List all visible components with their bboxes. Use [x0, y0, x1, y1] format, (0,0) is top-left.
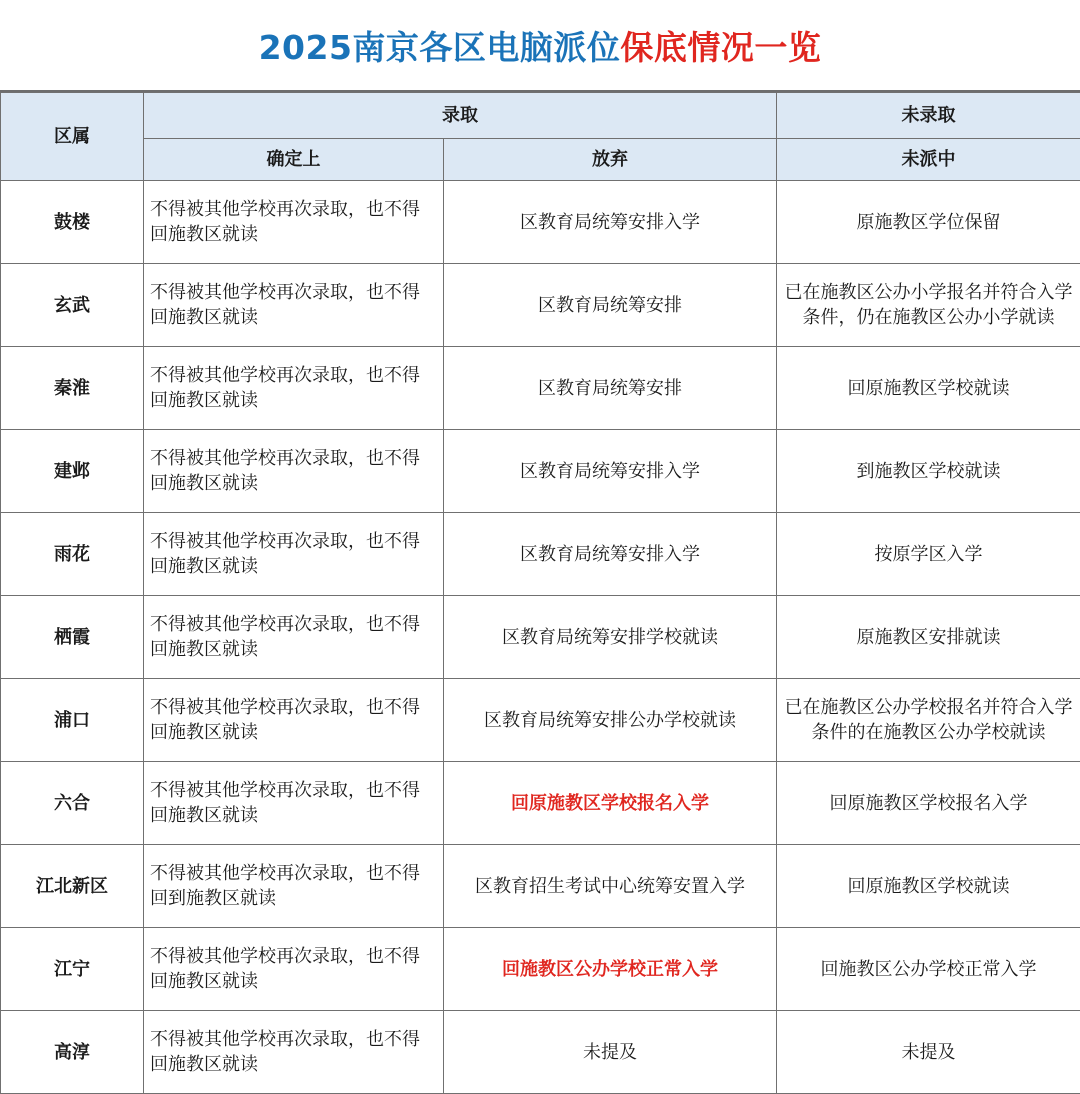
- confirmed-cell: 不得被其他学校再次录取，也不得回施教区就读: [144, 181, 444, 264]
- not-drawn-cell: 按原学区入学: [777, 513, 1080, 596]
- title-blue-part: 2025南京各区电脑派位: [259, 28, 621, 67]
- give-up-cell: 回施教区公办学校正常入学: [444, 928, 777, 1011]
- header-district: 区属: [1, 93, 144, 181]
- not-drawn-cell: 回施教区公办学校正常入学: [777, 928, 1080, 1011]
- district-cell: 玄武: [1, 264, 144, 347]
- give-up-cell: 区教育局统筹安排: [444, 264, 777, 347]
- table-row: [1, 928, 1080, 1011]
- district-cell: 雨花: [1, 513, 144, 596]
- header-not-drawn: 未派中: [777, 139, 1080, 181]
- district-cell: 江宁: [1, 928, 144, 1011]
- give-up-cell: 区教育局统筹安排: [444, 347, 777, 430]
- not-drawn-cell: 已在施教区公办学校报名并符合入学条件的在施教区公办学校就读: [777, 679, 1080, 762]
- not-drawn-cell: 回原施教区学校报名入学: [777, 762, 1080, 845]
- header-admitted: 录取: [144, 93, 777, 139]
- confirmed-cell: 不得被其他学校再次录取，也不得回施教区就读: [144, 596, 444, 679]
- confirmed-cell: 不得被其他学校再次录取，也不得回施教区就读: [144, 430, 444, 513]
- title-red-part: 保底情况一览: [620, 28, 821, 67]
- header-not-admitted: 未录取: [777, 93, 1080, 139]
- table-row: [1, 596, 1080, 679]
- district-policy-table: [0, 92, 1080, 1094]
- district-cell: 六合: [1, 762, 144, 845]
- confirmed-cell: 不得被其他学校再次录取，也不得回到施教区就读: [144, 845, 444, 928]
- district-cell: 秦淮: [1, 347, 144, 430]
- not-drawn-cell: 原施教区学位保留: [777, 181, 1080, 264]
- table-row: [1, 679, 1080, 762]
- not-drawn-cell: 未提及: [777, 1011, 1080, 1094]
- not-drawn-cell: 到施教区学校就读: [777, 430, 1080, 513]
- district-cell: 江北新区: [1, 845, 144, 928]
- confirmed-cell: 不得被其他学校再次录取，也不得回施教区就读: [144, 513, 444, 596]
- confirmed-cell: 不得被其他学校再次录取，也不得回施教区就读: [144, 1011, 444, 1094]
- confirmed-cell: 不得被其他学校再次录取，也不得回施教区就读: [144, 679, 444, 762]
- table-row: [1, 845, 1080, 928]
- give-up-cell: 未提及: [444, 1011, 777, 1094]
- district-cell: 浦口: [1, 679, 144, 762]
- give-up-cell: 区教育局统筹安排入学: [444, 430, 777, 513]
- header-confirmed: 确定上: [144, 139, 444, 181]
- give-up-cell: 区教育招生考试中心统筹安置入学: [444, 845, 777, 928]
- table-row: [1, 347, 1080, 430]
- table-row: [1, 762, 1080, 845]
- page-title: [259, 22, 822, 69]
- district-cell: 栖霞: [1, 596, 144, 679]
- district-cell: 建邺: [1, 430, 144, 513]
- district-cell: 鼓楼: [1, 181, 144, 264]
- not-drawn-cell: 回原施教区学校就读: [777, 347, 1080, 430]
- give-up-cell: 区教育局统筹安排入学: [444, 513, 777, 596]
- title-bar: [0, 0, 1080, 92]
- confirmed-cell: 不得被其他学校再次录取，也不得回施教区就读: [144, 928, 444, 1011]
- table-row: [1, 181, 1080, 264]
- give-up-cell: 回原施教区学校报名入学: [444, 762, 777, 845]
- give-up-cell: 区教育局统筹安排公办学校就读: [444, 679, 777, 762]
- confirmed-cell: 不得被其他学校再次录取，也不得回施教区就读: [144, 762, 444, 845]
- give-up-cell: 区教育局统筹安排入学: [444, 181, 777, 264]
- table-body: [1, 181, 1080, 1094]
- give-up-cell: 区教育局统筹安排学校就读: [444, 596, 777, 679]
- confirmed-cell: 不得被其他学校再次录取，也不得回施教区就读: [144, 264, 444, 347]
- table-row: [1, 430, 1080, 513]
- table-row: [1, 264, 1080, 347]
- table-row: [1, 1011, 1080, 1094]
- district-cell: 高淳: [1, 1011, 144, 1094]
- not-drawn-cell: 回原施教区学校就读: [777, 845, 1080, 928]
- not-drawn-cell: 已在施教区公办小学报名并符合入学条件，仍在施教区公办小学就读: [777, 264, 1080, 347]
- confirmed-cell: 不得被其他学校再次录取，也不得回施教区就读: [144, 347, 444, 430]
- not-drawn-cell: 原施教区安排就读: [777, 596, 1080, 679]
- table-row: [1, 513, 1080, 596]
- header-give-up: 放弃: [444, 139, 777, 181]
